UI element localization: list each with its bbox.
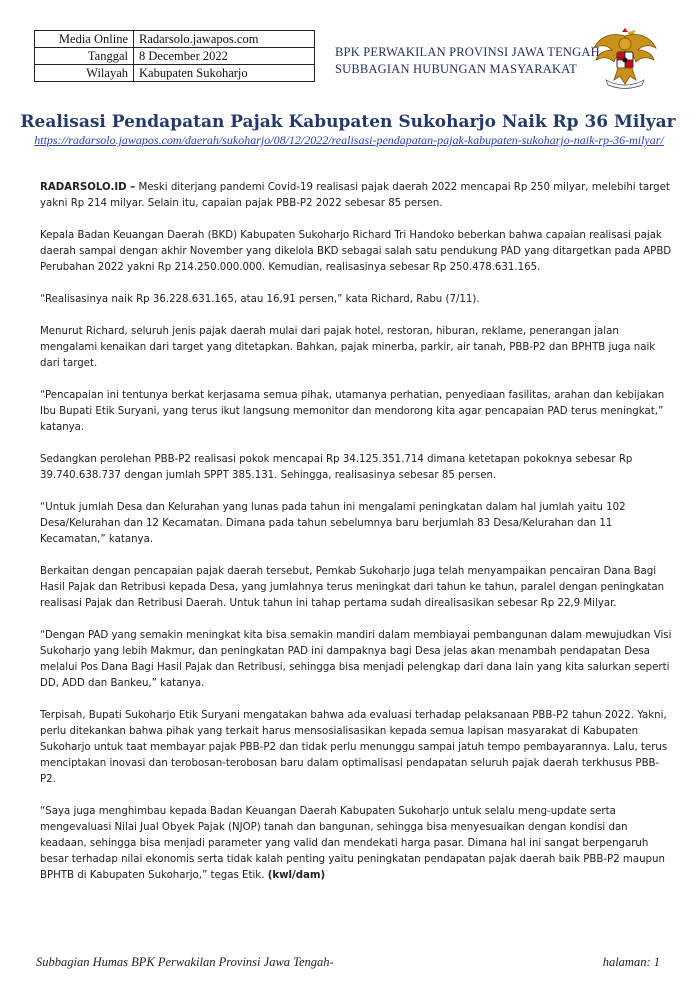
article-paragraph: Berkaitan dengan pencapaian pajak daerah tersebut, Pemkab Sukoharjo juga telah menyampaikan pencairan Dana Bagi Hasil Pajak dan Retribusi kepada Desa, yang jumlahnya terus meningkat dari tahun ke tahun, paralel dengan peningkatan realisasi Pajak dan Retribusi Daerah. Untuk tahun ini tahap pertama sudah direalisasikan sebesar Rp 22,9 Milyar. xyxy=(40,566,665,609)
media-info-value: 8 December 2022 xyxy=(134,48,315,65)
article-body xyxy=(40,180,672,900)
article-title: Realisasi Pendapatan Pajak Kabupaten Sukoharjo Naik Rp 36 Milyar xyxy=(20,112,676,132)
article-paragraph-text: “Saya juga menghimbau kepada Badan Keuangan Daerah Kabupaten Sukoharjo untuk selalu meng-update serta mengevaluasi Nilai Jual Obyek Pajak (NJOP) tanah dan bangunan, sehingga bisa menyesuaikan dengan kondisi dan keadaan, sehingga bisa menjadi parameter yang valid dan mendekati harga pasar. Dimana hal ini sangat berpengaruh besar terhadap nilai ekonomis serta tidak kalah penting yaitu peningkatan pendapatan pajak daerah baik PBB-P2 maupun BPHTB di Kabupaten Sukoharjo,” tegas Etik. xyxy=(40,806,665,881)
article-paragraph: Sedangkan perolehan PBB-P2 realisasi pokok mencapai Rp 34.125.351.714 dimana ketetapan pokoknya sebesar Rp 39.740.638.737 dengan jumlah SPPT 385.131. Sehingga, realisasinya sebesar 85 persen. xyxy=(40,454,633,481)
article-paragraph: Kepala Badan Keuangan Daerah (BKD) Kabupaten Sukoharjo Richard Tri Handoko beberkan bahwa capaian realisasi pajak daerah sampai dengan akhir November yang dikelola BKD sebagai salah satu pendukung PAD yang ditargetkan pada APBD Perubahan 2022 yakni Rp 214.250.000.000. Kemudian, realisasinya sebesar Rp 250.478.631.165. xyxy=(40,230,672,273)
organization-name: BPK PERWAKILAN PROVINSI JAWA TENGAH xyxy=(335,45,600,59)
media-info-row xyxy=(35,65,315,82)
article-paragraph xyxy=(40,804,672,884)
media-info-key: Media Online xyxy=(35,31,134,48)
author-signature: (kwl/dam) xyxy=(267,870,326,881)
media-info-value: Kabupaten Sukoharjo xyxy=(134,65,315,82)
media-info-key: Tanggal xyxy=(35,48,134,65)
article-paragraph: “Realisasinya naik Rp 36.228.631.165, atau 16,91 persen,” kata Richard, Rabu (7/11). xyxy=(40,294,480,305)
media-info-table xyxy=(34,30,315,82)
media-info-key: Wilayah xyxy=(35,65,134,82)
media-info-value: Radarsolo.jawapos.com xyxy=(134,31,315,48)
article-paragraph: Menurut Richard, seluruh jenis pajak daerah mulai dari pajak hotel, restoran, hiburan, reklame, penerangan jalan mengalami kenaikan dari target yang ditetapkan. Bahkan, pajak minerba, parkir, air tanah, PBB-P2 dan BPHTB juga naik dari target. xyxy=(40,326,656,369)
media-info-row xyxy=(35,48,315,65)
article-paragraph: “Pencapaian ini tentunya berkat kerjasama semua pihak, utamanya perhatian, penyediaan fasilitas, arahan dan kebijakan Ibu Bupati Etik Suryani, yang terus ikut langsung memonitor dan mendorong kita agar pencapaian PAD terus meningkat,” katanya. xyxy=(40,390,665,433)
article-paragraph: Terpisah, Bupati Sukoharjo Etik Suryani mengatakan bahwa ada evaluasi terhadap pelaksanaan PBB-P2 tahun 2022. Yakni, perlu ditekankan bahwa pihak yang terkait harus mensosialisasikan kepada semua lapisan masyarakat di Kabupaten Sukoharjo untuk taat membayar pajak PBB-P2 dan tidak perlu menunggu sampai jatuh tempo pembayarannya. Lalu, terus menciptakan inovasi dan terobosan-terobosan baru dalam optimalisasi pendapatan seluruh pajak daerah terkhusus PBB-P2. xyxy=(40,710,668,785)
article-paragraph: “Dengan PAD yang semakin meningkat kita bisa semakin mandiri dalam membiayai pembangunan dalam mewujudkan Visi Sukoharjo yang lebih Makmur, dan peningkatan PAD ini dampaknya bagi Desa jelas akan menambah pendapatan Desa melalui Pos Dana Bagi Hasil Pajak dan Retribusi, sehingga bisa menjadi pelengkap dari dana lain yang kita salurkan seperti DD, ADD dan Bankeu,” katanya. xyxy=(40,630,672,689)
page-number: halaman: 1 xyxy=(602,955,660,969)
article-paragraph-text: Meski diterjang pandemi Covid-19 realisasi pajak daerah 2022 mencapai Rp 250 milyar, melebihi target yakni Rp 214 milyar. Selain itu, capaian pajak PBB-P2 2022 sebesar 85 persen. xyxy=(40,182,670,209)
media-info-row xyxy=(35,31,315,48)
article-paragraph: “Untuk jumlah Desa dan Kelurahan yang lunas pada tahun ini mengalami peningkatan dalam hal jumlah yaitu 102 Desa/Kelurahan dan 12 Kecamatan. Dimana pada tahun sebelumnya baru berjumlah 83 Desa/Kelurahan dan 11 Kecamatan,” katanya. xyxy=(40,502,626,545)
article-link[interactable]: https://radarsolo.jawapos.com/daerah/sukoharjo/08/12/2022/realisasi-pendapatan-pajak-kabupaten-sukoharjo-naik-rp-36-milyar/ xyxy=(34,133,664,147)
organization-header xyxy=(335,44,600,78)
footer-organization: Subbagian Humas BPK Perwakilan Provinsi Jawa Tengah- xyxy=(36,955,334,969)
article-paragraph xyxy=(40,180,672,212)
organization-unit: SUBBAGIAN HUBUNGAN MASYARAKAT xyxy=(335,62,577,76)
article-source-label: RADARSOLO.ID – xyxy=(40,182,136,193)
garuda-emblem-icon xyxy=(592,22,658,90)
